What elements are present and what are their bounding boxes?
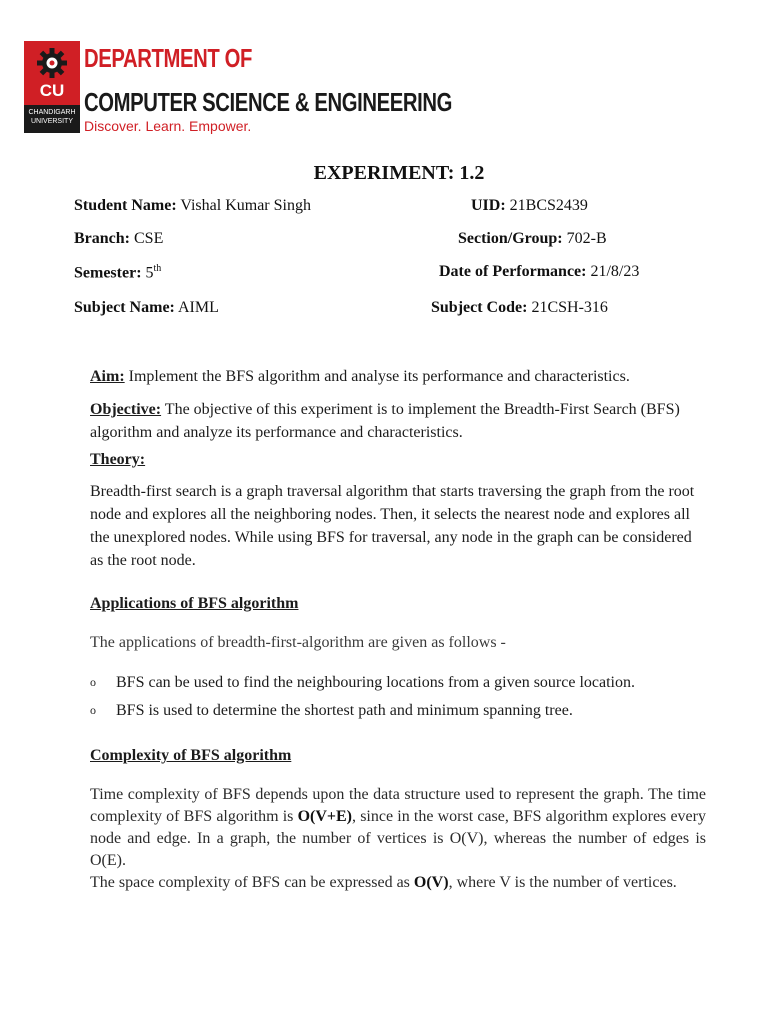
department-name-b: ENGINEERING xyxy=(314,87,453,117)
complexity-time-text-cont: , since in the worst case, BFS algorithm explores every node and edge. In a graph, the number of vertices is O(V), whereas the number of edges is O(E). xyxy=(90,808,706,869)
theory-heading-line xyxy=(90,448,706,471)
department-name-a: COMPUTER SCIENCE xyxy=(84,87,290,117)
uid-label: UID: xyxy=(471,197,506,214)
theory-heading: Theory: xyxy=(90,451,146,468)
complexity-paragraph xyxy=(90,784,706,894)
logo-university-name: CHANDIGARH UNIVERSITY xyxy=(28,109,76,125)
complexity-space-bigo: O(V) xyxy=(413,874,449,891)
branch-label: Branch: xyxy=(74,230,130,247)
aim-label: Aim: xyxy=(90,368,125,385)
theory-text: Breadth-first search is a graph traversal algorithm that starts traversing the graph from the root node and explores all the neighboring nodes. Then, it selects the nearest node and explores all the unexplored nodes. While using BFS for traversal, any node in the graph can be considered as the root node. xyxy=(90,483,695,569)
list-item xyxy=(90,699,706,722)
applications-intro: The applications of breadth-first-algorithm are given as follows - xyxy=(90,634,506,651)
uid-field xyxy=(471,197,588,215)
applications-heading: Applications of BFS algorithm xyxy=(90,595,299,612)
university-logo xyxy=(24,41,80,133)
list-item-text: BFS can be used to find the neighbouring locations from a given source location. xyxy=(116,674,635,691)
complexity-time-bigo: O(V+E) xyxy=(297,808,353,825)
date-value: 21/8/23 xyxy=(590,263,640,280)
subject-name-label: Subject Name: xyxy=(74,299,175,316)
uid-value: 21BCS2439 xyxy=(509,197,588,214)
complexity-space-text: The space complexity of BFS can be expressed as xyxy=(90,874,414,891)
report-body xyxy=(90,365,706,894)
student-name-label: Student Name: xyxy=(74,197,177,214)
objective-text: The objective of this experiment is to implement the Breadth-First Search (BFS) algorithm and analyze its performance and characteristics. xyxy=(90,401,680,441)
list-item xyxy=(90,671,706,694)
section-value: 702-B xyxy=(566,230,607,247)
date-label: Date of Performance: xyxy=(439,263,587,280)
experiment-title: EXPERIMENT: 1.2 xyxy=(313,162,485,184)
semester-suffix: th xyxy=(153,263,162,274)
list-item-text: BFS is used to determine the shortest path and minimum spanning tree. xyxy=(116,702,573,719)
semester-value: 5 xyxy=(145,264,154,282)
semester-field xyxy=(74,263,161,282)
subject-name-value: AIML xyxy=(178,299,219,316)
subject-code-value: 21CSH-316 xyxy=(531,299,608,316)
section-label: Section/Group: xyxy=(458,230,563,247)
subject-code-field xyxy=(431,299,608,317)
applications-list xyxy=(90,671,706,722)
section-field xyxy=(458,230,607,248)
semester-label: Semester: xyxy=(74,264,142,282)
applications-heading-line xyxy=(90,592,706,615)
tagline: Discover. Learn. Empower. xyxy=(84,118,252,134)
aim-text: Implement the BFS algorithm and analyse its performance and characteristics. xyxy=(124,368,630,385)
student-name-value: Vishal Kumar Singh xyxy=(180,197,311,214)
subject-name-field xyxy=(74,299,219,317)
bullet-circle-icon: o xyxy=(90,703,96,717)
objective-label: Objective: xyxy=(90,401,162,418)
complexity-heading: Complexity of BFS algorithm xyxy=(90,747,292,764)
branch-field xyxy=(74,230,163,248)
complexity-time-text: Time complexity of BFS depends upon the data structure used to represent the graph. The time complexity of BFS algorithm is xyxy=(90,786,706,825)
branch-value: CSE xyxy=(134,230,164,247)
complexity-space-text-cont: , where V is the number of vertices. xyxy=(448,874,677,891)
objective-paragraph xyxy=(90,398,706,444)
date-field xyxy=(439,263,639,281)
department-line-1: DEPARTMENT OF xyxy=(84,43,253,73)
aim-paragraph xyxy=(90,365,706,388)
bullet-circle-icon: o xyxy=(90,675,96,689)
student-name-field xyxy=(74,197,311,215)
department-ampersand: & xyxy=(294,87,310,117)
logo-abbreviation: CU xyxy=(39,81,65,100)
complexity-heading-line xyxy=(90,744,706,767)
subject-code-label: Subject Code: xyxy=(431,299,528,316)
department-line-2 xyxy=(84,87,452,118)
